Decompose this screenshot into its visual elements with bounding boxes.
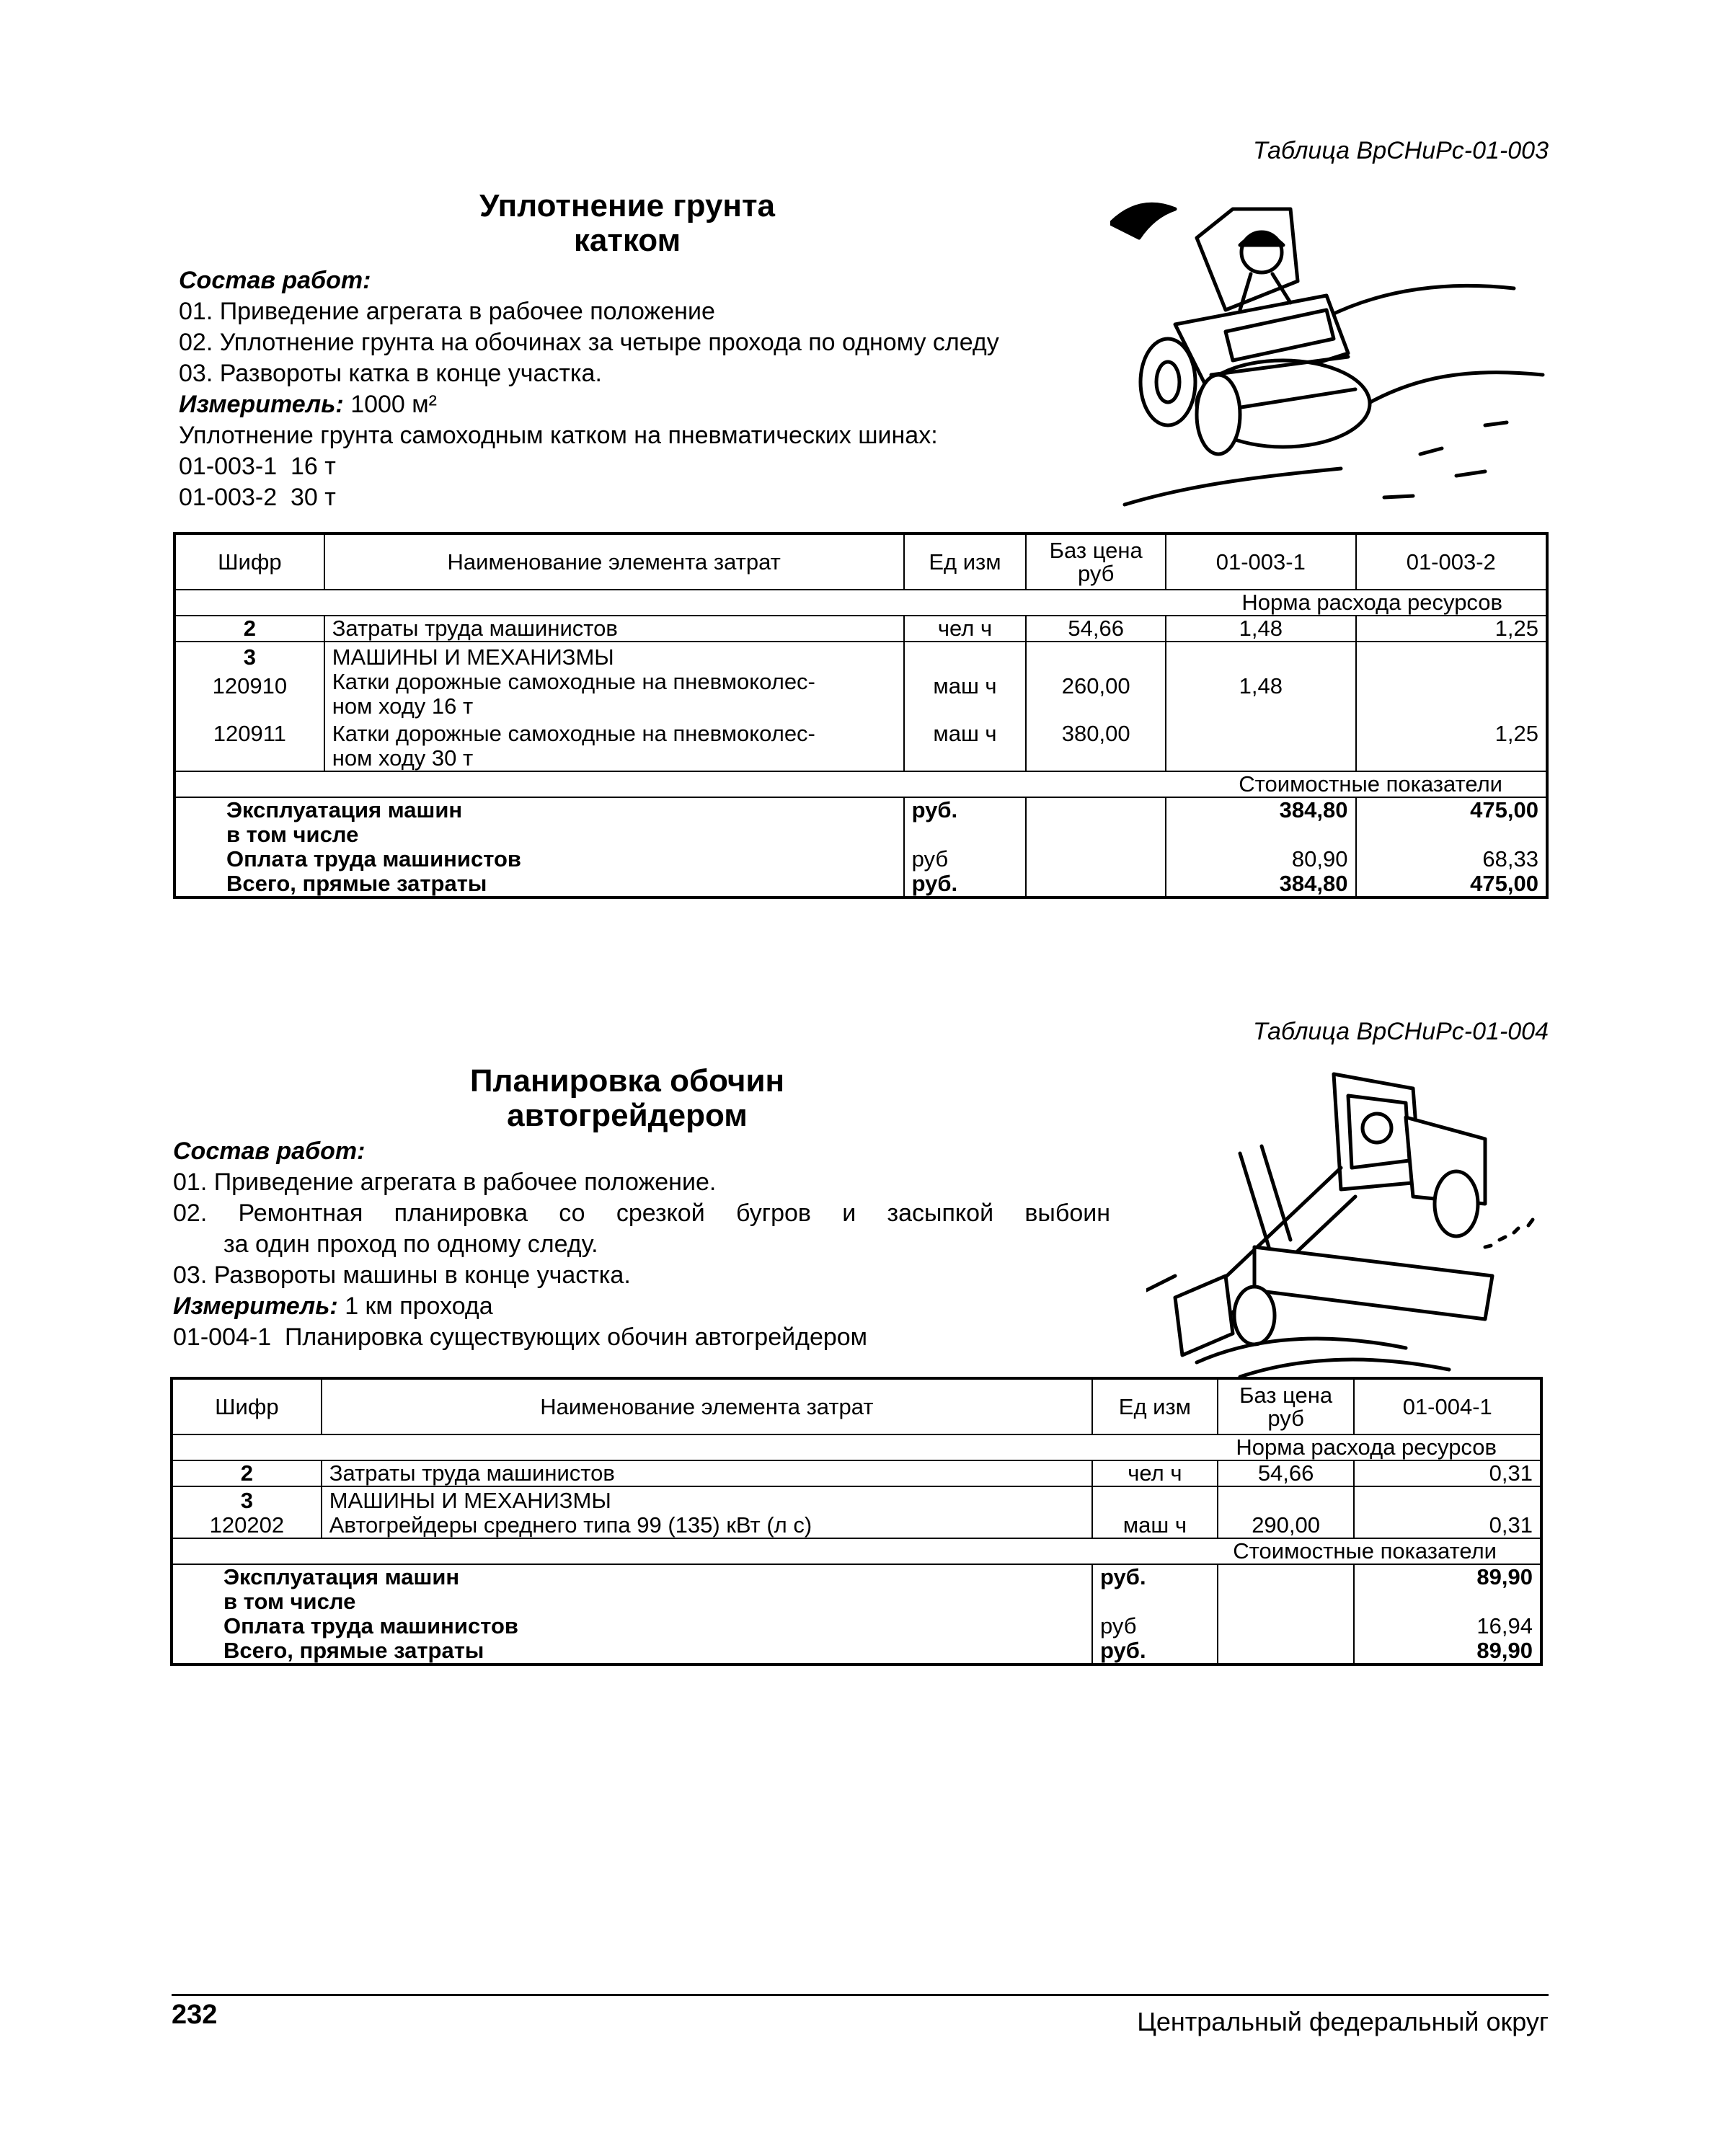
cost-exploit-unit: руб. (911, 797, 958, 822)
meter-line (179, 389, 437, 420)
table-row (174, 719, 1547, 771)
cost-section-label: Стоимостные показатели (172, 1538, 1541, 1564)
cost-total-value-2: 475,00 (1470, 871, 1538, 896)
cost-incl-label: в том числе (226, 822, 359, 847)
row-name: МАШИНЫ И МЕХАНИЗМЫ (329, 1488, 611, 1513)
cost-total-unit: руб. (1100, 1638, 1146, 1663)
cost-table-01-003 (173, 532, 1549, 899)
work-item: 02. Ремонтная планировка со срезкой бугров и засыпкой выбоин (173, 1199, 1110, 1227)
meter-value: 1000 м² (350, 391, 437, 418)
row-value-1 (1166, 719, 1355, 771)
row-value-1: 0,31 (1354, 1486, 1541, 1538)
header-name: Наименование элемента затрат (324, 533, 904, 590)
item-code: 01-003-2 30 т (179, 484, 336, 511)
header-col-1: 01-003-1 (1166, 533, 1355, 590)
meter-label: Измеритель: (179, 391, 344, 418)
page-number: 232 (172, 2000, 218, 2030)
cost-exploit-label: Эксплуатация машин (226, 797, 463, 822)
item-code: 01-003-1 16 т (179, 453, 336, 480)
cost-total-unit: руб. (911, 871, 958, 896)
section-title-compaction (404, 189, 851, 258)
table-row (174, 642, 1547, 719)
motor-grader-illustration (1146, 1060, 1550, 1377)
cost-pay-unit: руб (1100, 1613, 1137, 1638)
row-code: 120910 (212, 673, 288, 698)
row-code: 120911 (174, 719, 324, 771)
row-name: МАШИНЫ И МЕХАНИЗМЫ (332, 644, 614, 670)
row-value-1: 1,48 (1166, 616, 1355, 642)
header-name: Наименование элемента затрат (322, 1378, 1092, 1434)
row-code: 2 (172, 1460, 322, 1486)
subtitle: Уплотнение грунта самоходным катком на пневматических шинах: (179, 422, 938, 449)
cost-exploit-value-2: 475,00 (1470, 797, 1538, 822)
table-caption-01-004: Таблица ВрСНиРс-01-004 (1252, 1018, 1549, 1045)
cost-section-label: Стоимостные показатели (174, 771, 1547, 797)
cost-incl-label: в том числе (223, 1589, 356, 1614)
cost-exploit-label: Эксплуатация машин (223, 1564, 460, 1589)
work-item: 01. Приведение агрегата в рабочее положение. (173, 1168, 717, 1196)
row-name: Катки дорожные самоходные на пневмоколес- (332, 721, 815, 746)
row-name: Затраты труда машинистов (324, 616, 904, 642)
row-name-cont: ном ходу 30 т (332, 745, 474, 771)
norm-section-label: Норма расхода ресурсов (172, 1434, 1541, 1460)
cost-pay-value-1: 16,94 (1476, 1613, 1533, 1638)
footer-region: Центральный федеральный округ (1137, 2007, 1549, 2036)
cost-exploit-value-1: 89,90 (1476, 1564, 1533, 1589)
header-price: Баз цена руб (1026, 533, 1166, 590)
table-row (172, 1460, 1541, 1486)
title-line-1: Планировка обочин (469, 1063, 785, 1099)
cost-total-value-1: 384,80 (1279, 871, 1348, 896)
row-value-2: 1,25 (1356, 719, 1548, 771)
header-code: Шифр (172, 1378, 322, 1434)
row-code: 3 (240, 1488, 253, 1513)
meter-label: Измеритель: (173, 1292, 338, 1320)
works-label: Состав работ: (173, 1137, 366, 1165)
cost-exploit-unit: руб. (1100, 1564, 1146, 1589)
header-unit: Ед изм (1092, 1378, 1218, 1434)
row-price: 54,66 (1218, 1460, 1355, 1486)
work-item: 01. Приведение агрегата в рабочее положение (179, 298, 715, 325)
works-label: Состав работ: (179, 267, 371, 294)
work-item: 03. Развороты катка в конце участка. (179, 360, 602, 387)
work-item: 02. Уплотнение грунта на обочинах за четыре прохода по одному следу (179, 329, 999, 356)
table-row (172, 1486, 1541, 1538)
cost-row (172, 1564, 1541, 1664)
header-price: Баз цена руб (1218, 1378, 1355, 1434)
footer-rule (172, 1994, 1549, 1996)
row-price: 260,00 (1026, 642, 1166, 719)
title-line-1: Уплотнение грунта (479, 188, 776, 223)
row-name-cont: ном ходу 16 т (332, 693, 474, 719)
title-line-2: автогрейдером (507, 1098, 748, 1133)
cost-pay-label: Оплата труда машинистов (226, 846, 521, 872)
cost-pay-label: Оплата труда машинистов (223, 1613, 518, 1638)
table-row (174, 616, 1547, 642)
cost-pay-value-1: 80,90 (1291, 846, 1348, 872)
row-code: 120202 (209, 1512, 285, 1538)
cost-table-01-004 (170, 1377, 1543, 1666)
meter-line (173, 1291, 493, 1322)
row-value-2 (1356, 642, 1548, 719)
item-code: 01-004-1 Планировка существующих обочин автогрейдером (173, 1323, 868, 1351)
cost-pay-unit: руб (911, 846, 949, 872)
row-price: 54,66 (1026, 616, 1166, 642)
header-unit: Ед изм (904, 533, 1027, 590)
row-code: 2 (174, 616, 324, 642)
cost-pay-value-2: 68,33 (1482, 846, 1538, 872)
row-unit: чел ч (1092, 1460, 1218, 1486)
cost-total-label: Всего, прямые затраты (226, 871, 487, 896)
cost-exploit-value-1: 384,80 (1279, 797, 1348, 822)
section-title-grading (404, 1064, 851, 1133)
header-col-2: 01-003-2 (1356, 533, 1548, 590)
work-item-cont: за один проход по одному следу. (223, 1230, 598, 1258)
header-col-1: 01-004-1 (1354, 1378, 1541, 1434)
row-unit: чел ч (904, 616, 1027, 642)
row-value-2: 1,25 (1356, 616, 1548, 642)
cost-total-label: Всего, прямые затраты (223, 1638, 484, 1663)
row-unit: маш ч (1092, 1486, 1218, 1538)
row-name: Катки дорожные самоходные на пневмоколес- (332, 669, 815, 694)
meter-value: 1 км прохода (345, 1292, 493, 1320)
row-price: 380,00 (1026, 719, 1166, 771)
row-unit: маш ч (904, 642, 1027, 719)
cost-total-value-1: 89,90 (1476, 1638, 1533, 1663)
norm-section-label: Норма расхода ресурсов (174, 590, 1547, 616)
header-code: Шифр (174, 533, 324, 590)
title-line-2: катком (573, 223, 681, 258)
cost-row (174, 797, 1547, 897)
row-name: Автогрейдеры среднего типа 99 (135) кВт (л с) (329, 1512, 812, 1538)
row-value-1: 0,31 (1354, 1460, 1541, 1486)
row-unit: маш ч (904, 719, 1027, 771)
road-roller-illustration (1110, 195, 1550, 512)
row-price: 290,00 (1218, 1486, 1355, 1538)
row-value-1: 1,48 (1166, 642, 1355, 719)
table-caption-01-003: Таблица ВрСНиРс-01-003 (1252, 137, 1549, 164)
row-name: Затраты труда машинистов (322, 1460, 1092, 1486)
row-code: 3 (243, 644, 256, 670)
work-item: 03. Развороты машины в конце участка. (173, 1261, 631, 1289)
